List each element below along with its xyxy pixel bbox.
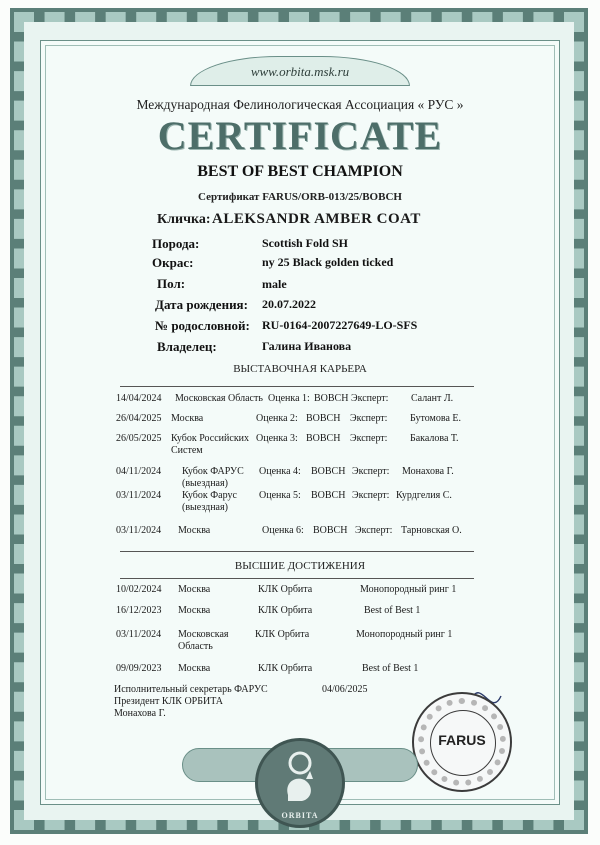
breed-value: Scottish Fold SH <box>262 236 349 250</box>
achievement-result: Монопородный ринг 1 <box>360 584 457 595</box>
career-expert: Тарновская О. <box>401 525 462 536</box>
career-divider <box>120 386 474 387</box>
career-place: Кубок Фарус (выездная) <box>182 490 237 513</box>
career-place: Кубок Российских Систем <box>171 433 250 456</box>
career-date: 26/05/2025 <box>116 433 162 444</box>
cat-icon <box>258 745 342 815</box>
achievements-section-title: ВЫСШИЕ ДОСТИЖЕНИЯ <box>234 560 366 572</box>
career-grade: Оценка 2: <box>256 413 298 424</box>
achievement-date: 10/02/2024 <box>116 584 162 595</box>
career-expert-label: Эксперт: <box>352 490 390 501</box>
career-expert-label: Эксперт: <box>351 393 389 404</box>
name-label: Кличка: <box>157 212 211 227</box>
achievement-place: Москва <box>178 584 211 595</box>
career-grade: Оценка 4: <box>259 466 301 477</box>
sex-label: Пол: <box>157 276 186 291</box>
career-place: Москва <box>171 413 204 424</box>
pedigree-value: RU-0164-2007227649-LO-SFS <box>262 318 418 332</box>
career-expert: Монахова Г. <box>402 466 454 477</box>
career-expert-label: Эксперт: <box>352 466 390 477</box>
career-place: Московская Область <box>175 393 263 404</box>
dob-value: 20.07.2022 <box>262 297 316 311</box>
achievement-place: Москва <box>178 663 211 674</box>
achievement-result: Best of Best 1 <box>364 605 421 616</box>
career-expert: Бакалова Т. <box>410 433 459 444</box>
career-expert: Бутомова Е. <box>410 413 462 424</box>
career-grade: Оценка 3: <box>256 433 298 444</box>
signature-date: 04/06/2025 <box>322 684 368 695</box>
career-title: BOBCH <box>313 525 348 536</box>
career-date: 14/04/2024 <box>116 393 162 404</box>
career-title: BOBCH <box>306 413 341 424</box>
achievements-divider <box>120 578 474 579</box>
achievement-result: Best of Best 1 <box>362 663 419 674</box>
career-date: 03/11/2024 <box>116 525 162 536</box>
achievement-club: КЛК Орбита <box>258 663 313 674</box>
certificate-number: Сертификат FARUS/ORB-013/25/BOBCH <box>198 191 402 203</box>
career-grade: Оценка 1: <box>268 393 310 404</box>
career-expert: Курдгелия С. <box>396 490 452 501</box>
owner-value: Галина Иванова <box>262 339 352 353</box>
career-expert: Салант Л. <box>411 393 454 404</box>
achievement-club: КЛК Орбита <box>255 629 310 640</box>
certificate-subtitle: BEST OF BEST CHAMPION <box>197 163 403 180</box>
website-text: www.orbita.msk.ru <box>250 64 350 79</box>
career-grade: Оценка 6: <box>262 525 304 536</box>
career-date: 04/11/2024 <box>116 466 162 477</box>
certificate-title: CERTIFICATE <box>157 113 443 158</box>
stamp-text: FARUS <box>438 732 486 748</box>
career-expert-label: Эксперт: <box>350 433 388 444</box>
signature-line-1: Исполнительный секретарь ФАРУС <box>114 684 268 695</box>
career-title: BOBCH <box>311 466 346 477</box>
farus-stamp <box>412 692 512 792</box>
signature-line-3: Монахова Г. <box>114 708 166 719</box>
achievements-divider-top <box>120 551 474 552</box>
career-expert-label: Эксперт: <box>350 413 388 424</box>
owner-label: Владелец: <box>157 339 217 354</box>
career-date: 26/04/2025 <box>116 413 162 424</box>
career-section-title: ВЫСТАВОЧНАЯ КАРЬЕРА <box>233 363 367 375</box>
name-value: ALEKSANDR AMBER COAT <box>212 211 421 227</box>
association-name: Международная Фелинологическая Ассоциация « РУС » <box>136 97 464 112</box>
achievement-date: 16/12/2023 <box>116 605 162 616</box>
career-grade: Оценка 5: <box>259 490 301 501</box>
career-date: 03/11/2024 <box>116 490 162 501</box>
career-title: BOBCH <box>314 393 349 404</box>
sex-value: male <box>262 277 287 291</box>
achievement-result: Монопородный ринг 1 <box>356 629 453 640</box>
color-label: Окрас: <box>152 255 194 270</box>
career-place: Кубок ФАРУС (выездная) <box>182 466 244 489</box>
pedigree-label: № родословной: <box>155 318 250 333</box>
career-title: BOBCH <box>306 433 341 444</box>
breed-label: Порода: <box>152 236 200 251</box>
achievement-place: Москва <box>178 605 211 616</box>
achievement-club: КЛК Орбита <box>258 605 313 616</box>
career-expert-label: Эксперт: <box>355 525 393 536</box>
achievement-date: 09/09/2023 <box>116 663 162 674</box>
achievement-place: Московская Область <box>178 629 229 652</box>
dob-label: Дата рождения: <box>155 297 248 312</box>
career-title: BOBCH <box>311 490 346 501</box>
orbita-logo <box>255 738 345 828</box>
achievement-date: 03/11/2024 <box>116 629 162 640</box>
color-value: ny 25 Black golden ticked <box>262 255 394 269</box>
signature-line-2: Президент КЛК ОРБИТА <box>114 696 224 707</box>
logo-text: ORBITA <box>281 811 319 820</box>
career-place: Москва <box>178 525 211 536</box>
achievement-club: КЛК Орбита <box>258 584 313 595</box>
